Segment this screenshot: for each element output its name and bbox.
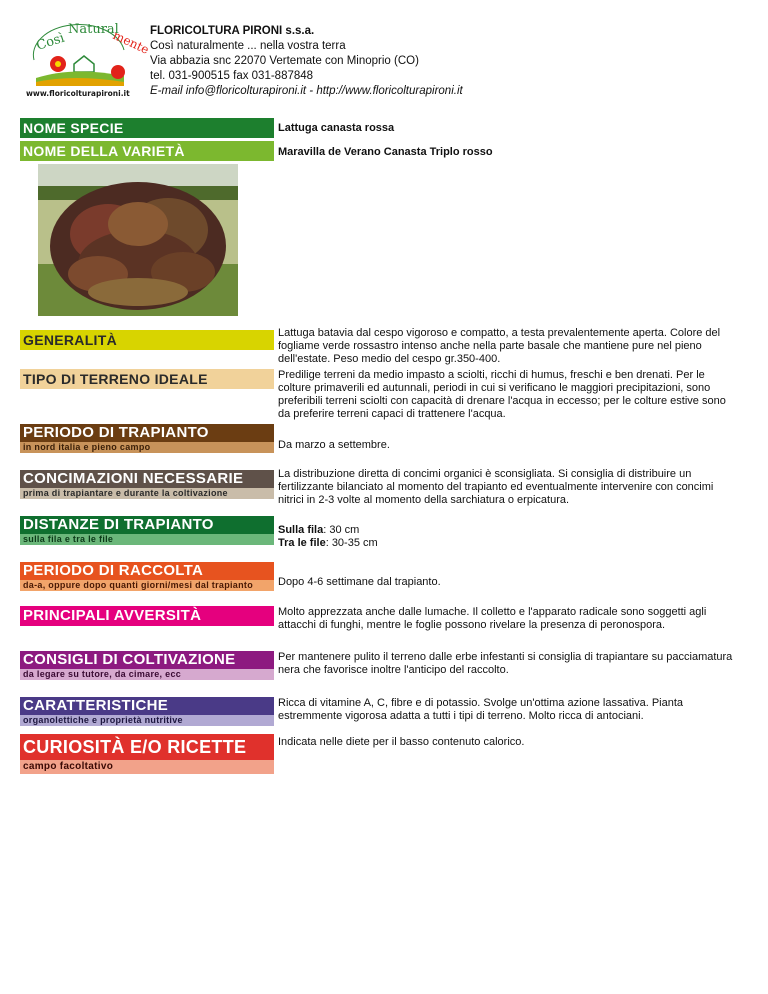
value-consigli-coltivazione: Per mantenere pulito il terreno dalle erbe infestanti si consiglia di trapiantare su pacciamatura nera che favorisce inoltre l'anticipo del raccolto. [278,651,733,676]
label-tipo-terreno: TIPO DI TERRENO IDEALE [20,369,274,389]
value-concimazioni: La distribuzione diretta di concimi organici è sconsigliata. Si consiglia di distribuire un fertilizzante bilanciato al momento del trapianto ed eventualmente intervenire con concimi nitrici in 2-3 volte al momento della sarchiatura o erpicatura. [278,468,714,506]
value-tipo-terreno: Predilige terreni da medio impasto a sciolti, ricchi di humus, freschi e ben drenati. Per le colture primaverili ed autunnali, periodi in cui si verificano le maggiori precipitazioni, sono preferibili terreni sciolti con capacità di drenare l'acqua in eccesso; per le colture estive sono da preferire terreni capaci di trattenere l'acqua. [278,369,726,420]
label-distanze: DISTANZE DI TRAPIANTO sulla fila e tra le file [20,516,274,544]
label-concimazioni: CONCIMAZIONI NECESSARIE prima di trapiantare e durante la coltivazione [20,470,274,498]
svg-text:Natural: Natural [68,22,119,37]
label-periodo-trapianto: PERIODO DI TRAPIANTO in nord italia e pieno campo [20,424,274,452]
company-logo [24,20,152,98]
company-email[interactable]: E-mail info@floricolturapironi.it - http://www.floricolturapironi.it [150,85,463,97]
value-curiosita-ricette: Indicata nelle diete per il basso contenuto calorico. [278,736,525,748]
company-name: FLORICOLTURA PIRONI s.s.a. [150,25,315,37]
company-slogan: Così naturalmente ... nella vostra terra [150,40,346,52]
label-nome-specie: NOME SPECIE [20,118,274,138]
value-nome-varieta: Maravilla de Verano Canasta Triplo rosso [278,146,493,158]
company-phone: tel. 031-900515 fax 031-887848 [150,70,314,82]
label-caratteristiche: CARATTERISTICHE organolettiche e proprietà nutritive [20,697,274,725]
value-periodo-trapianto: Da marzo a settembre. [278,439,390,451]
label-curiosita-ricette: CURIOSITÀ E/O RICETTE campo facoltativo [20,734,274,774]
label-principali-avversita: PRINCIPALI AVVERSITÀ [20,606,274,626]
svg-text:www.floricolturapironi.it: www.floricolturapironi.it [26,89,130,98]
label-nome-varieta: NOME DELLA VARIETÀ [20,141,274,161]
label-consigli-coltivazione: CONSIGLI DI COLTIVAZIONE da legare su tutore, da cimare, ecc [20,651,274,679]
value-distanze [278,524,738,550]
distanze-file: Tra le file: 30-35 cm [278,537,378,549]
label-generalita: GENERALITÀ [20,330,274,350]
svg-text:mente: mente [110,28,152,57]
company-address: Via abbazia snc 22070 Vertemate con Minoprio (CO) [150,55,419,67]
distanze-fila: Sulla fila: 30 cm [278,524,360,536]
value-nome-specie: Lattuga canasta rossa [278,122,395,134]
value-caratteristiche: Ricca di vitamine A, C, fibre e di potassio. Svolge un'ottima azione lassativa. Pianta estremmente vigorosa adatta a tutti i tipi di terreno. Molto ricca di antociani. [278,697,684,722]
value-principali-avversita: Molto apprezzata anche dalle lumache. Il colletto e l'apparato radicale sono soggetti agli attacchi di funghi, mentre le foglie possono rivelare la presenza di peronospora. [278,606,707,631]
lettuce-photo [38,164,238,316]
label-periodo-raccolta: PERIODO DI RACCOLTA da-a, oppure dopo quanti giorni/mesi dal trapianto [20,562,274,590]
company-info [150,24,463,99]
value-periodo-raccolta: Dopo 4-6 settimane dal trapianto. [278,576,441,588]
svg-text:Così: Così [34,30,67,54]
page-header [24,20,744,100]
value-generalita: Lattuga batavia dal cespo vigoroso e compatto, a testa prevalentemente aperta. Colore del fogliame verde rossastro intenso anche nella parte basale che mantiene pure nel pieno dell'estate. Peso medio del cespo gr.350-400. [278,327,721,365]
